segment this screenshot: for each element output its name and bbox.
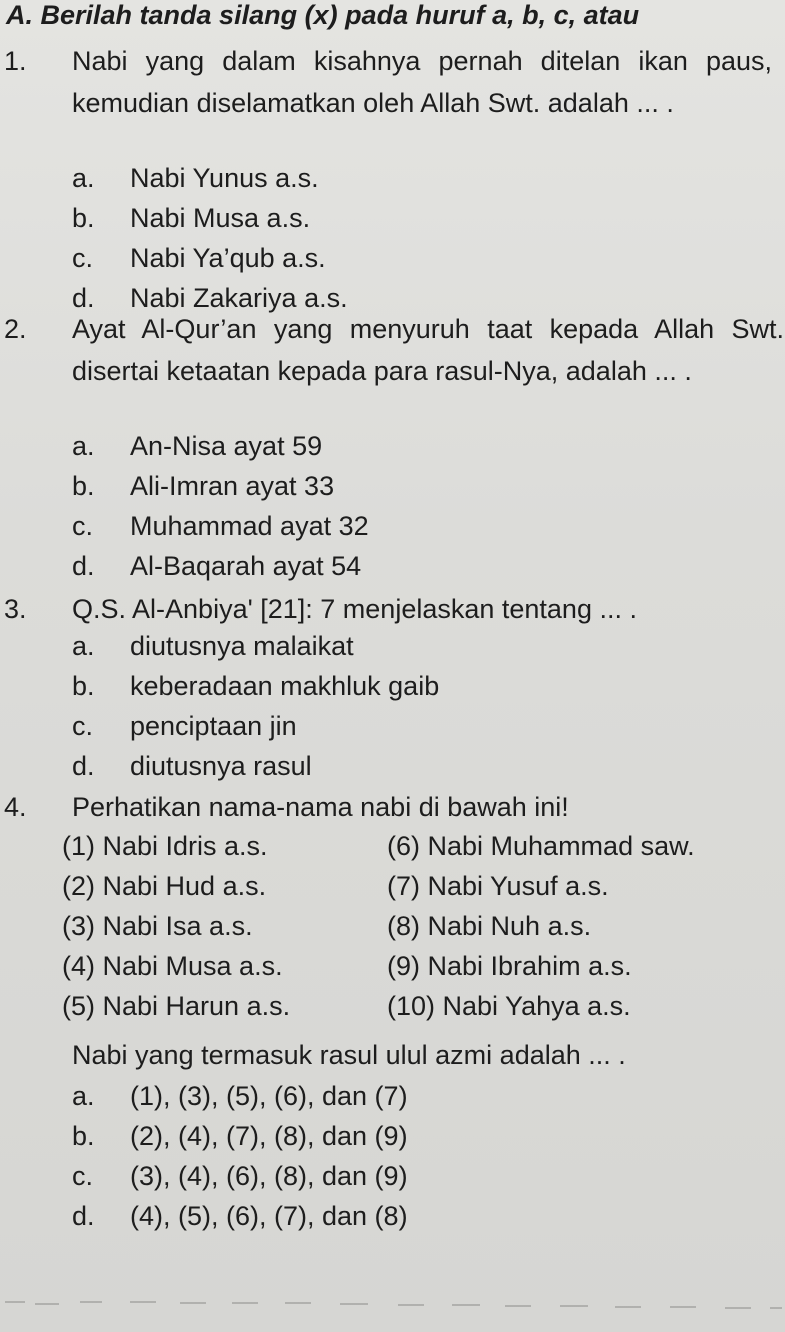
question-text: Ayat Al-Qur’an yang menyuruh taat kepada Allah Swt. disertai ketaatan kepada para rasul-Nya, adalah ... . <box>72 314 784 386</box>
option-text: Nabi Musa a.s. <box>130 203 311 233</box>
option-b[interactable] <box>72 1116 408 1156</box>
option-letter: c. <box>72 511 94 541</box>
option-text: diutusnya malaikat <box>130 631 354 661</box>
option-text: Nabi Ya’qub a.s. <box>130 243 326 273</box>
option-letter: d. <box>72 551 95 581</box>
option-text: Nabi Zakariya a.s. <box>130 283 348 313</box>
name-item: (4) Nabi Musa a.s. <box>62 951 283 981</box>
option-letter: d. <box>72 751 95 781</box>
option-letter: c. <box>72 243 94 273</box>
option-text: Al-Baqarah ayat 54 <box>130 551 362 581</box>
option-letter: d. <box>72 1201 95 1231</box>
option-letter: c. <box>72 711 94 741</box>
option-c[interactable] <box>72 706 297 746</box>
question-text: Perhatikan nama-nama nabi di bawah ini! <box>72 792 569 822</box>
option-c[interactable] <box>72 1156 408 1196</box>
name-item: (10) Nabi Yahya a.s. <box>387 991 631 1021</box>
option-a[interactable] <box>72 426 322 466</box>
option-text: penciptaan jin <box>130 711 297 741</box>
name-item: (7) Nabi Yusuf a.s. <box>387 871 609 901</box>
option-text: An-Nisa ayat 59 <box>130 431 323 461</box>
question-number: 4. <box>4 792 27 822</box>
option-a[interactable] <box>72 1076 408 1116</box>
name-row <box>62 906 777 946</box>
option-letter: a. <box>72 163 95 193</box>
option-text: Nabi Yunus a.s. <box>130 163 319 193</box>
section-title: A. Berilah tanda silang (x) pada huruf a, b, c, atau <box>6 0 640 30</box>
option-c[interactable] <box>72 238 326 278</box>
option-d[interactable] <box>72 746 312 786</box>
option-text: (2), (4), (7), (8), dan (9) <box>130 1121 408 1151</box>
option-d[interactable] <box>72 1196 408 1236</box>
prophet-name-list <box>62 826 777 1026</box>
option-b[interactable] <box>72 198 310 238</box>
name-row <box>62 946 777 986</box>
option-letter: a. <box>72 631 95 661</box>
name-row <box>62 826 777 866</box>
option-d[interactable] <box>72 546 361 586</box>
option-letter: a. <box>72 431 95 461</box>
option-c[interactable] <box>72 506 369 546</box>
name-item: (1) Nabi Idris a.s. <box>62 831 268 861</box>
option-letter: b. <box>72 471 95 501</box>
option-letter: a. <box>72 1081 95 1111</box>
question-text: Q.S. Al-Anbiya' [21]: 7 menjelaskan tentang ... . <box>72 594 637 624</box>
question-text: Nabi yang dalam kisahnya pernah ditelan ikan paus, kemudian diselamatkan oleh Allah Swt. adalah ... . <box>72 46 772 118</box>
name-item: (2) Nabi Hud a.s. <box>62 871 267 901</box>
name-item: (5) Nabi Harun a.s. <box>62 991 291 1021</box>
option-text: diutusnya rasul <box>130 751 312 781</box>
question-number: 3. <box>4 594 27 624</box>
name-item: (3) Nabi Isa a.s. <box>62 911 253 941</box>
question-number: 1. <box>4 46 27 76</box>
option-text: Muhammad ayat 32 <box>130 511 369 541</box>
option-letter: b. <box>72 671 95 701</box>
question-number: 2. <box>4 314 27 344</box>
option-text: keberadaan makhluk gaib <box>130 671 440 701</box>
option-a[interactable] <box>72 626 354 666</box>
option-text: (3), (4), (6), (8), dan (9) <box>130 1161 408 1191</box>
option-b[interactable] <box>72 466 334 506</box>
option-letter: b. <box>72 203 95 233</box>
option-text: Ali-Imran ayat 33 <box>130 471 335 501</box>
name-item: (6) Nabi Muhammad saw. <box>387 831 695 861</box>
option-b[interactable] <box>72 666 439 706</box>
option-a[interactable] <box>72 158 319 198</box>
question-prompt: Nabi yang termasuk rasul ulul azmi adalah ... . <box>72 1040 626 1070</box>
name-item: (8) Nabi Nuh a.s. <box>387 911 592 941</box>
option-text: (4), (5), (6), (7), dan (8) <box>130 1201 408 1231</box>
name-row <box>62 986 777 1026</box>
option-text: (1), (3), (5), (6), dan (7) <box>130 1081 408 1111</box>
option-letter: c. <box>72 1161 94 1191</box>
name-row <box>62 866 777 906</box>
option-letter: b. <box>72 1121 95 1151</box>
decorative-border <box>0 1290 785 1320</box>
name-item: (9) Nabi Ibrahim a.s. <box>387 951 632 981</box>
option-letter: d. <box>72 283 95 313</box>
